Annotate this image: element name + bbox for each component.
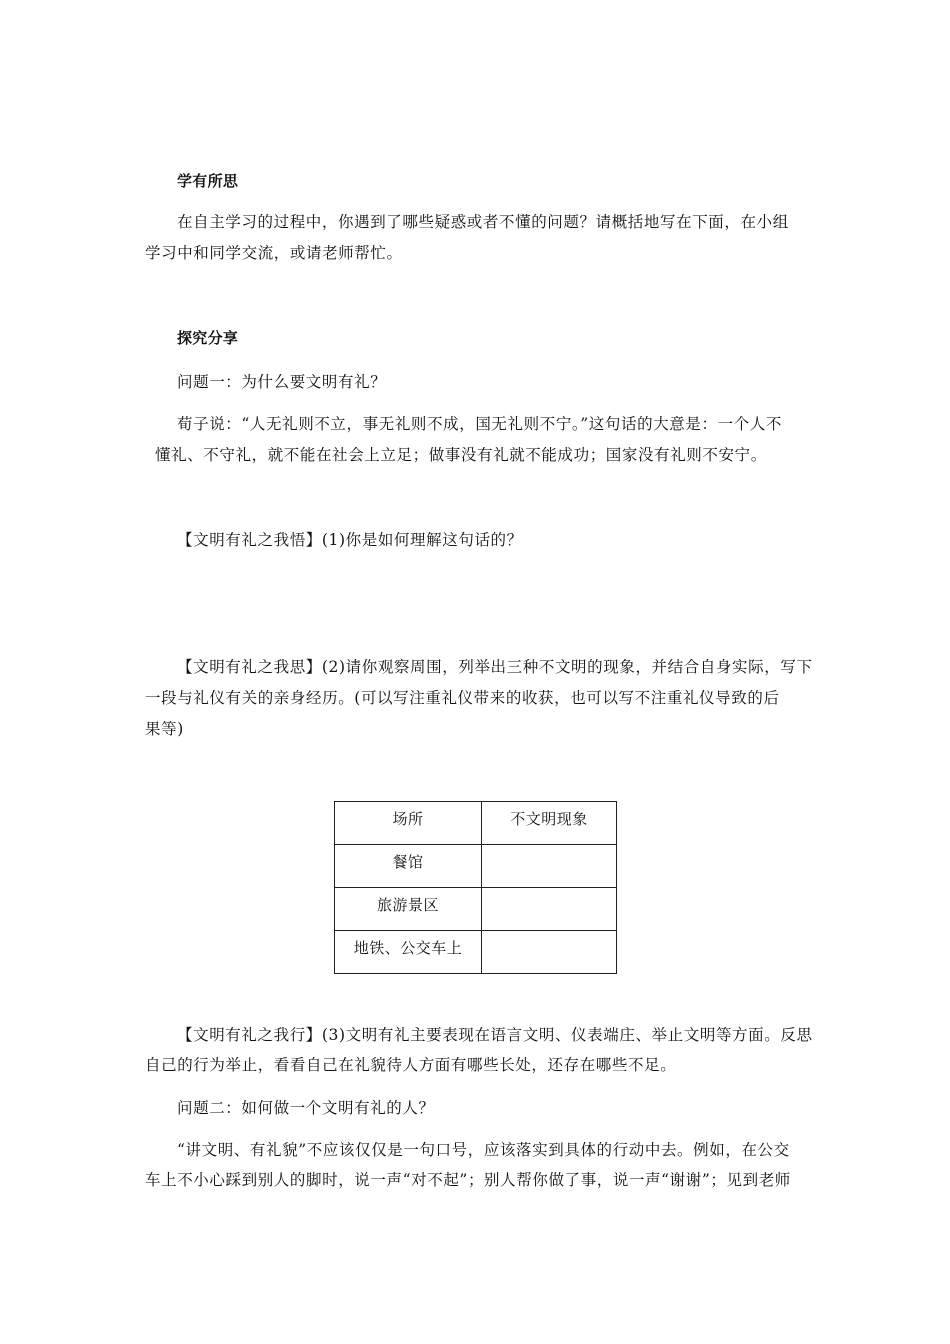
si-prompt-line: 果等) bbox=[145, 720, 184, 738]
table-header-row bbox=[335, 802, 617, 845]
quote-line: 荀子说：“人无礼则不立，事无礼则不成，国无礼则不宁。”这句话的大意是：一个人不 bbox=[177, 415, 783, 433]
table-cell-place: 餐馆 bbox=[335, 845, 482, 888]
section-title-xueyousuosi: 学有所思 bbox=[177, 172, 239, 190]
wu-prompt: 【文明有礼之我悟】(1)你是如何理解这句话的？ bbox=[177, 531, 523, 549]
si-prompt-line: 一段与礼仪有关的亲身经历。(可以写注重礼仪带来的收获，也可以写不注重礼仪导致的后 bbox=[145, 689, 780, 707]
table-cell-place: 地铁、公交车上 bbox=[335, 931, 482, 974]
table-header-place: 场所 bbox=[335, 802, 482, 845]
question-one: 问题一：为什么要文明有礼？ bbox=[177, 373, 387, 391]
xing-prompt-line: 【文明有礼之我行】(3)文明有礼主要表现在语言文明、仪表端庄、举止文明等方面。反思 bbox=[177, 1026, 813, 1044]
paragraph-line: 在自主学习的过程中，你遇到了哪些疑惑或者不懂的问题？请概括地写在下面，在小组 bbox=[177, 213, 789, 231]
table-cell-blank[interactable] bbox=[482, 931, 617, 974]
xing-prompt-line: 自己的行为举止，看看自己在礼貌待人方面有哪些长处，还存在哪些不足。 bbox=[145, 1056, 677, 1074]
paragraph-line: 学习中和同学交流，或请老师帮忙。 bbox=[145, 244, 403, 262]
table-cell-place: 旅游景区 bbox=[335, 888, 482, 931]
question-two: 问题二：如何做一个文明有礼的人？ bbox=[177, 1099, 435, 1117]
uncivil-phenomena-table bbox=[334, 801, 617, 974]
table-header-phenomenon: 不文明现象 bbox=[482, 802, 617, 845]
table-row bbox=[335, 845, 617, 888]
quote-line: 懂礼、不守礼，就不能在社会上立足；做事没有礼就不能成功；国家没有礼则不安宁。 bbox=[155, 446, 767, 464]
section-title-tanjiufenxiang: 探究分享 bbox=[177, 329, 239, 347]
paragraph-line: “讲文明、有礼貌”不应该仅仅是一句口号，应该落实到具体的行动中去。例如，在公交 bbox=[177, 1141, 790, 1159]
table-row bbox=[335, 931, 617, 974]
table-cell-blank[interactable] bbox=[482, 845, 617, 888]
paragraph-line: 车上不小心踩到别人的脚时，说一声“对不起”；别人帮你做了事，说一声“谢谢”；见到老师 bbox=[145, 1171, 791, 1189]
si-prompt-line: 【文明有礼之我思】(2)请你观察周围，列举出三种不文明的现象，并结合自身实际，写下 bbox=[177, 658, 813, 676]
table-row bbox=[335, 888, 617, 931]
table-cell-blank[interactable] bbox=[482, 888, 617, 931]
